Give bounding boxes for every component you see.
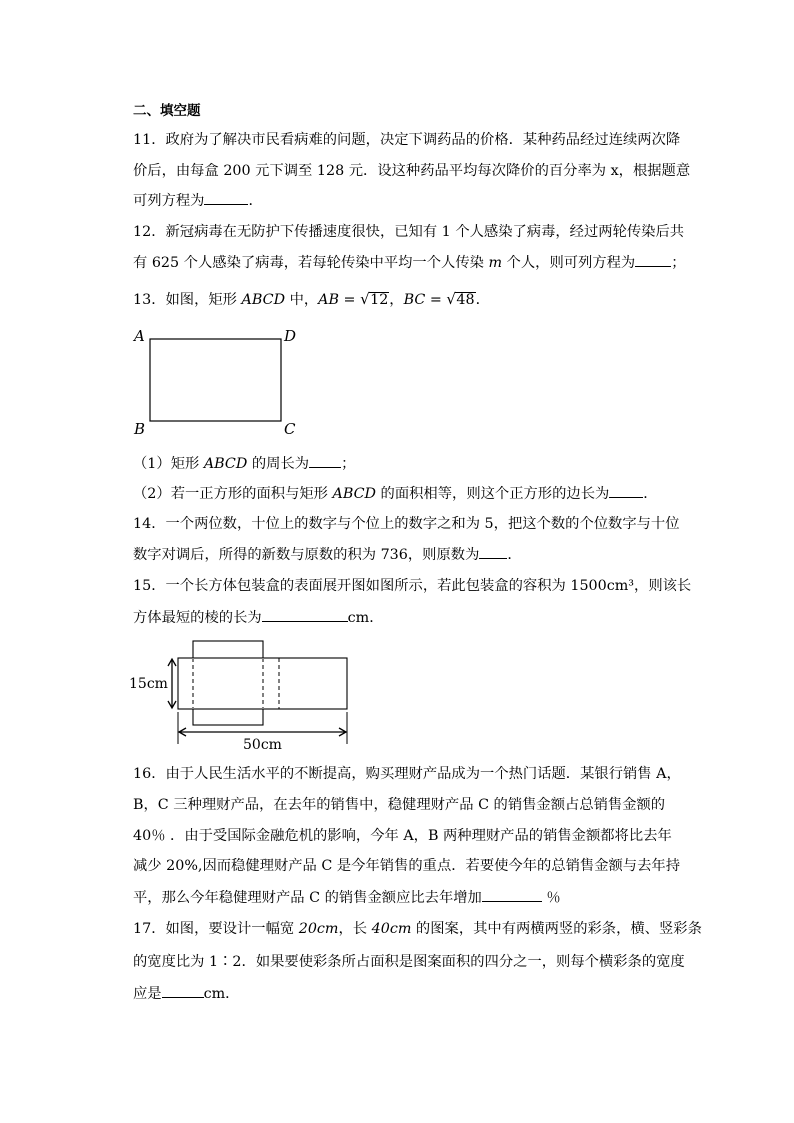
q17-text: 应是 xyxy=(133,986,162,1002)
q17-text-b: ，长 xyxy=(338,921,372,937)
label-d: D xyxy=(284,327,297,345)
dim-label-15cm: 15cm xyxy=(129,676,168,692)
sqrt-12: √ 12 xyxy=(360,290,389,308)
q13-radicand-48: 48 xyxy=(456,292,475,308)
q13-sub1-var: ABCD xyxy=(203,456,248,472)
q15-end: cm． xyxy=(347,610,384,626)
q16-line-5 xyxy=(133,887,561,908)
q16-line-1: 16．由于人民生活水平的不断提高，购买理财产品成为一个热门话题．某银行销售 A， xyxy=(133,766,681,782)
q11-text: 可列方程为 xyxy=(133,193,205,209)
q16-end: ％ xyxy=(541,890,561,906)
q12-end: ； xyxy=(671,255,686,271)
q17-text-c: 的图案，其中有两横两竖的彩条，横、竖彩条 xyxy=(411,921,702,937)
q13-eq-1: = xyxy=(339,292,361,308)
q15-text: 方体最短的棱的长为 xyxy=(133,610,262,626)
q13-comma: ， xyxy=(389,292,404,308)
q15-line-2 xyxy=(133,607,384,628)
label-c: C xyxy=(284,420,296,438)
q11-line-1: 11．政府为了解决市民看病难的问题，决定下调药品的价格．某种药品经过连续两次降 xyxy=(133,132,681,148)
q12-line-2 xyxy=(133,252,686,273)
q17-line-3 xyxy=(133,983,239,1004)
q13-sub-1 xyxy=(133,453,355,474)
answer-blank-q16[interactable] xyxy=(482,887,542,902)
q14-end: ． xyxy=(507,547,522,563)
q13-var-bc: BC xyxy=(403,292,426,308)
q11-line-3: 可列方程为 ． xyxy=(133,190,263,211)
q17-line-1 xyxy=(133,919,702,939)
q13-sub2-text-b: 的面积相等，则这个正方形的边长为 xyxy=(376,486,610,502)
net-cross-face xyxy=(193,641,263,725)
q11-line-2: 价后，由每盒 200 元下调至 128 元．设这种药品平均每次降价的百分率为 x，根据题意 xyxy=(133,163,691,179)
label-b: B xyxy=(134,420,146,438)
rectangle-shape xyxy=(150,339,281,421)
dim-label-50cm: 50cm xyxy=(243,737,282,753)
q17-length: 40cm xyxy=(371,921,412,937)
answer-blank-q15[interactable] xyxy=(262,607,348,622)
q16-line-4: 减少 20%,因而稳健理财产品 C 是今年销售的重点．若要使今年的总销售金额与去年持 xyxy=(133,858,680,874)
q14-text: 数字对调后，所得的新数与原数的积为 736，则原数为 xyxy=(133,547,480,563)
q13-period: ． xyxy=(475,292,490,308)
q13-var-ab: AB xyxy=(318,292,340,308)
q17-line-2: 的宽度比为 1∶2．如果要使彩条所占面积是图案面积的四分之一，则每个横彩条的宽度 xyxy=(133,954,685,970)
q13-line-1 xyxy=(133,290,490,310)
answer-blank-q11[interactable] xyxy=(204,190,248,205)
q13-radicand-12: 12 xyxy=(370,292,389,308)
q13-sub1-text-a: （1）矩形 xyxy=(133,456,204,472)
q12-text-b: 个人，则可列方程为 xyxy=(502,255,636,271)
q13-eq-2: = xyxy=(425,292,447,308)
sqrt-48: √ 48 xyxy=(446,290,475,308)
q13-sub1-text-b: 的周长为 xyxy=(247,456,310,472)
label-a: A xyxy=(134,327,145,345)
answer-blank-q14[interactable] xyxy=(479,544,507,559)
box-net-figure xyxy=(126,636,356,756)
q13-var-abcd: ABCD xyxy=(241,292,286,308)
q13-sub-2 xyxy=(133,483,658,504)
answer-blank-q13-2[interactable] xyxy=(609,483,643,498)
section-heading: 二、填空题 xyxy=(133,103,201,119)
q14-line-1: 14．一个两位数，十位上的数字与个位上的数字之和为 5，把这个数的个位数字与十位 xyxy=(133,516,680,532)
q13-sub2-var: ABCD xyxy=(332,486,376,502)
q16-text: 平，那么今年稳健理财产品 C 的销售金额应比去年增加 xyxy=(133,890,482,906)
q13-sub1-end: ； xyxy=(341,456,356,472)
q13-text-a: 13．如图，矩形 xyxy=(133,292,242,308)
answer-blank-q12[interactable] xyxy=(635,252,671,267)
q16-line-2: B，C 三种理财产品，在去年的销售中，稳健理财产品 C 的销售金额占总销售金额的 xyxy=(133,797,666,813)
answer-blank-q13-1[interactable] xyxy=(309,453,341,468)
q14-line-2 xyxy=(133,544,522,565)
q12-text-a: 有 625 个人感染了病毒，若每轮传染中平均一个人传染 xyxy=(133,255,489,271)
q13-text-b: 中， xyxy=(285,292,319,308)
q12-var-m: m xyxy=(488,255,503,271)
rectangle-abcd-figure xyxy=(130,325,310,440)
q16-line-3: 40％ ．由于受国际金融危机的影响，今年 A，B 两种理财产品的销售金额都将比去年 xyxy=(133,828,672,844)
q12-line-1: 12．新冠病毒在无防护下传播速度很快，已知有 1 个人感染了病毒，经过两轮传染后共 xyxy=(133,224,685,240)
q13-sub2-end: ． xyxy=(643,486,658,502)
q17-width: 20cm xyxy=(298,921,339,937)
q17-end: cm． xyxy=(203,986,240,1002)
q13-sub2-text-a: （2）若一正方形的面积与矩形 xyxy=(133,486,333,502)
q17-text-a: 17．如图，要设计一幅宽 xyxy=(133,921,299,937)
q15-line-1: 15．一个长方体包装盒的表面展开图如图所示，若此包装盒的容积为 1500cm³，则该长 xyxy=(133,578,692,594)
answer-blank-q17[interactable] xyxy=(162,983,204,998)
